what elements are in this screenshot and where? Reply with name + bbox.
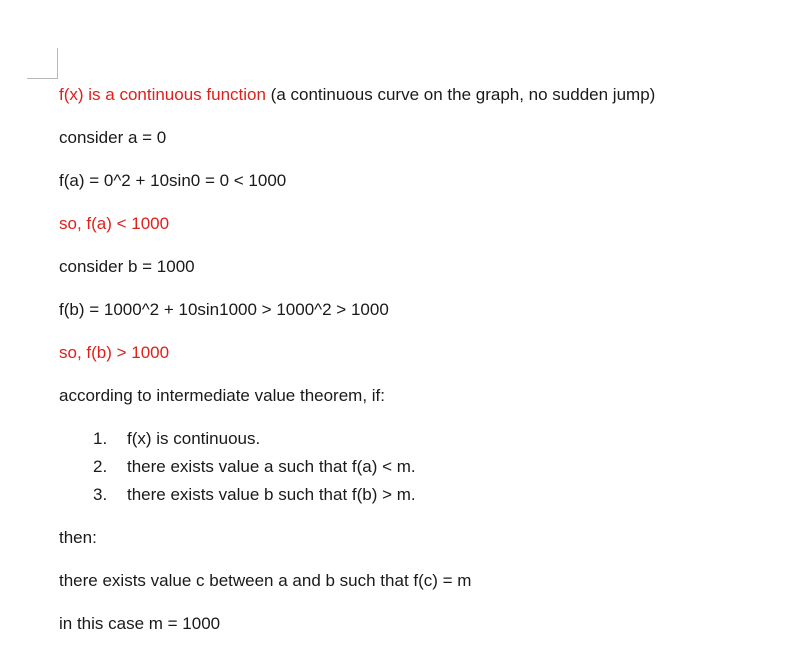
list-number: 2. bbox=[93, 457, 108, 476]
list-number: 1. bbox=[93, 429, 108, 448]
list-item bbox=[93, 456, 416, 478]
list-item bbox=[93, 484, 416, 506]
list-text: there exists value a such that f(a) < m. bbox=[127, 457, 416, 476]
line-f-of-b: f(b) = 1000^2 + 10sin1000 > 1000^2 > 1000 bbox=[59, 300, 389, 319]
page-margin-corner-mark bbox=[27, 48, 58, 79]
list-text: f(x) is continuous. bbox=[127, 429, 261, 448]
list-item bbox=[93, 428, 260, 450]
line-conclusion-fb: so, f(b) > 1000 bbox=[59, 343, 170, 362]
continuous-function-explanation: (a continuous curve on the graph, no sudden jump) bbox=[265, 85, 656, 104]
line-then: then: bbox=[59, 528, 97, 547]
list-number: 3. bbox=[93, 485, 108, 504]
line-f-of-a: f(a) = 0^2 + 10sin0 = 0 < 1000 bbox=[59, 171, 287, 190]
list-text: there exists value b such that f(b) > m. bbox=[127, 485, 416, 504]
line-conclusion-fa: so, f(a) < 1000 bbox=[59, 214, 170, 233]
line-consider-b: consider b = 1000 bbox=[59, 257, 195, 276]
line-ivt-conclusion: there exists value c between a and b such that f(c) = m bbox=[59, 571, 472, 590]
line-ivt-intro: according to intermediate value theorem, if: bbox=[59, 386, 386, 405]
continuous-function-highlight: f(x) is a continuous function bbox=[59, 85, 266, 104]
line-consider-a: consider a = 0 bbox=[59, 128, 167, 147]
line-continuous-function bbox=[59, 84, 655, 106]
line-m-value: in this case m = 1000 bbox=[59, 614, 221, 633]
